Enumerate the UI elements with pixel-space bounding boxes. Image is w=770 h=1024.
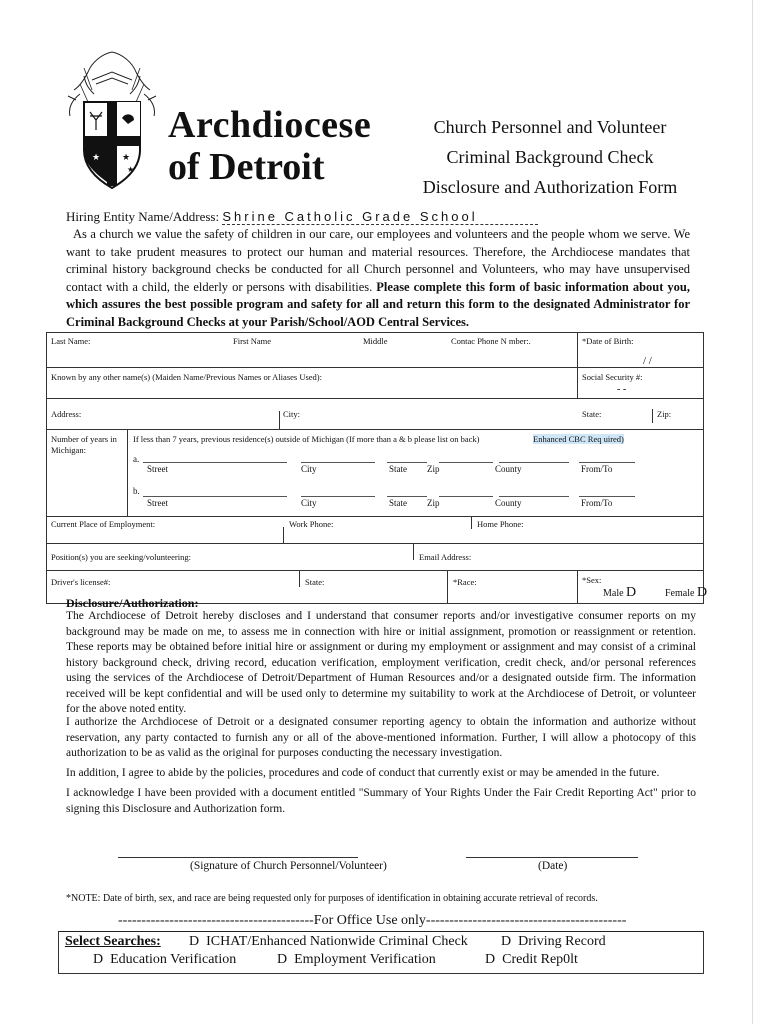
row-divider — [299, 571, 300, 587]
intro-instructions: Please complete this form of basic information about you, which assures the best possible program and safety for all and return this form to the designated Administrator for Criminal Background Checks at your Parish/School/AOD Central Services. — [66, 279, 691, 329]
employment-verification-option[interactable] — [277, 952, 436, 968]
email-field[interactable]: Email Address: — [419, 552, 472, 562]
row-divider — [471, 517, 472, 529]
address-row — [47, 399, 703, 430]
ichat-checkbox[interactable]: D — [189, 934, 200, 949]
residence-a-street-line[interactable] — [143, 462, 287, 463]
driving-record-checkbox[interactable]: D — [501, 934, 512, 949]
row-divider — [279, 411, 280, 429]
disclosure-heading: Disclosure/Authorization: — [66, 596, 199, 610]
state-label: State — [389, 498, 407, 508]
residence-b-state-line[interactable] — [387, 496, 427, 497]
row-divider — [127, 430, 128, 516]
residence-b-marker: b. — [133, 486, 140, 496]
contact-phone-field[interactable]: Contac Phone N mber:. — [451, 336, 531, 346]
race-field[interactable]: *Race: — [453, 577, 477, 587]
social-security-field[interactable]: Social Security #: — [582, 372, 643, 382]
city-field[interactable]: City: — [283, 409, 301, 419]
ichat-label: ICHAT/Enhanced Nationwide Criminal Check — [206, 934, 468, 949]
residence-a-city-line[interactable] — [301, 462, 375, 463]
address-field[interactable]: Address: — [51, 409, 82, 419]
intro-paragraph — [66, 226, 690, 331]
female-option[interactable] — [665, 585, 707, 601]
male-label: Male — [603, 588, 624, 599]
disclosure-paragraph-4: I acknowledge I have been provided with a document entitled "Summary of Your Rights Under the Fair Credit Reporting Act" prior to signing this Disclosure and Authorization form. — [66, 787, 696, 815]
zip-field[interactable]: Zip: — [657, 409, 672, 419]
org-name-line1: Archdiocese — [168, 104, 372, 146]
home-phone-field[interactable]: Home Phone: — [477, 519, 524, 529]
work-phone-field[interactable]: Work Phone: — [289, 519, 334, 529]
disclosure-paragraph-3: In addition, I agree to abide by the policies, procedures and code of conduct that currently exist or may be amended in the future. — [66, 767, 660, 779]
position-row — [47, 544, 703, 571]
org-name-line2: of Detroit — [168, 146, 325, 188]
county-label: County — [495, 464, 522, 474]
other-names-field[interactable]: Known by any other name(s) (Maiden Name/Previous Names or Aliases Used): — [51, 372, 322, 382]
row-divider — [283, 527, 284, 543]
residence-a-county-line[interactable] — [499, 462, 569, 463]
employment-row — [47, 517, 703, 544]
form-title-line3: Disclosure and Authorization Form — [422, 177, 678, 197]
education-checkbox[interactable]: D — [93, 952, 104, 967]
svg-text:★: ★ — [127, 165, 135, 174]
disclosure-paragraph-2: I authorize the Archdiocese of Detroit or a designated consumer reporting agency to obtain the information and authorize without reservation, any party contacted to furnish any or all of the above-mentioned information. Further, I will allow a photocopy of this authorization to be as valid as the original for purposes conducting the necessary investigation. — [66, 716, 696, 759]
current-employment-field[interactable]: Current Place of Employment: — [51, 519, 156, 529]
years-in-michigan-field[interactable]: Number of years in Michigan: — [51, 434, 117, 455]
last-name-field[interactable]: Last Name: — [51, 336, 91, 346]
archdiocese-coat-of-arms-logo — [62, 50, 162, 195]
residence-b-county-line[interactable] — [499, 496, 569, 497]
page-edge-line — [752, 0, 753, 1024]
zip-label: Zip — [427, 498, 440, 508]
disclosure-paragraph-1: The Archdiocese of Detroit hereby discloses and I understand that consumer reports and/or investigative consumer reports on my background may be made on me, to assess me in connection with hire or initial assignment, promotion or reassignment or retention. These reports may be obtained before initial hire or assignment or during my employment or assignment and may consist of a criminal history background check, driving record, education verification, employment verification, credit check, and/or personal references using the services of the Archdiocese of Detroit/Department of Human Resources and/or a designated outside firm. The information received will be kept confidential and will be used only to determine my suitability to work at the Archdiocese of Detroit, or volunteer for the above noted entity. — [66, 610, 696, 715]
hiring-entity-row — [66, 209, 538, 225]
fromto-label: From/To — [581, 464, 613, 474]
county-label: County — [495, 498, 522, 508]
form-title-line1: Church Personnel and Volunteer — [433, 117, 667, 137]
ichat-option[interactable] — [189, 934, 468, 950]
name-row — [47, 333, 703, 368]
date-label: (Date) — [538, 860, 568, 872]
row-divider — [413, 544, 414, 560]
sex-label: *Sex: — [582, 575, 602, 585]
employment-verification-label: Employment Verification — [294, 952, 436, 967]
residence-b-zip-line[interactable] — [439, 496, 493, 497]
svg-text:★: ★ — [92, 153, 101, 163]
note-text: *NOTE: Date of birth, sex, and race are being requested only for purposes of identification in obtaining accurate retrieval of records. — [66, 893, 598, 904]
alias-row — [47, 368, 703, 399]
state-label: State — [389, 464, 407, 474]
middle-name-field[interactable]: Middle — [363, 336, 388, 346]
street-label: Street — [147, 464, 168, 474]
female-checkbox[interactable]: D — [696, 585, 708, 600]
dob-slashes: / / — [643, 355, 652, 367]
form-title — [405, 112, 695, 202]
zip-label: Zip — [427, 464, 440, 474]
male-option[interactable] — [603, 585, 636, 601]
date-of-birth-field[interactable]: *Date of Birth: — [582, 336, 634, 346]
position-field[interactable]: Position(s) you are seeking/volunteering: — [51, 552, 191, 562]
male-checkbox[interactable]: D — [626, 585, 637, 600]
driving-record-label: Driving Record — [518, 934, 606, 949]
ssn-dashes: - - — [617, 384, 627, 395]
education-label: Education Verification — [110, 952, 237, 967]
signature-line[interactable] — [118, 857, 358, 858]
state-field[interactable]: State: — [582, 409, 602, 419]
residence-a-state-line[interactable] — [387, 462, 427, 463]
intro-text: As a church we value the safety of children in our care, our employees and volunteers and the people whom we serve. We want to take prudent measures to protect our human and material resources. Therefore, the Archdiocese mandates that criminal history background checks be conducted for all Church personnel and Volunteers, who may have unsupervised contact with a child, the elderly or persons with disabilities. — [66, 227, 690, 294]
residence-a-zip-line[interactable] — [439, 462, 493, 463]
credit-report-checkbox[interactable]: D — [485, 952, 496, 967]
previous-residence-label: If less than 7 years, previous residence(s) outside of Michigan (If more than a & b please list on back) — [133, 434, 480, 444]
personal-info-grid — [46, 332, 708, 604]
select-searches-label: Select Searches: — [65, 934, 161, 949]
signature-label: (Signature of Church Personnel/Volunteer) — [190, 860, 387, 872]
box-top-line — [59, 931, 703, 932]
first-name-field[interactable]: First Name — [233, 336, 272, 346]
city-label: City — [301, 498, 317, 508]
city-label: City — [301, 464, 317, 474]
row-divider — [577, 333, 578, 367]
credit-report-option[interactable] — [485, 952, 578, 968]
row-divider — [577, 571, 578, 603]
select-searches-box — [58, 931, 704, 974]
employment-verification-checkbox[interactable]: D — [277, 952, 288, 967]
residence-b-city-line[interactable] — [301, 496, 375, 497]
row-divider — [652, 409, 653, 423]
form-title-line2: Criminal Background Check — [446, 147, 654, 167]
education-option[interactable] — [93, 952, 236, 968]
residence-a-marker: a. — [133, 454, 140, 464]
license-state-field[interactable]: State: — [305, 577, 325, 587]
hiring-entity-field[interactable]: Shrine Catholic Grade School — [222, 209, 537, 225]
residence-a-fromto-line[interactable] — [579, 462, 635, 463]
row-divider — [447, 571, 448, 603]
street-label: Street — [147, 498, 168, 508]
residence-b-fromto-line[interactable] — [579, 496, 635, 497]
enhanced-cbc-note: Enhanced CBC Req uired) — [533, 434, 624, 444]
fromto-label: From/To — [581, 498, 613, 508]
residence-b-street-line[interactable] — [143, 496, 287, 497]
office-use-divider: ------------------------------------------For Office Use only------------------------------------------- — [118, 913, 627, 928]
driving-record-option[interactable] — [501, 934, 606, 950]
residence-row — [47, 430, 703, 517]
svg-text:★: ★ — [122, 153, 131, 163]
female-label: Female — [665, 588, 695, 599]
drivers-license-field[interactable]: Driver's license#: — [51, 577, 111, 587]
hiring-entity-label: Hiring Entity Name/Address: — [66, 209, 220, 224]
date-line[interactable] — [466, 857, 638, 858]
row-divider — [577, 368, 578, 398]
credit-report-label: Credit Rep0lt — [502, 952, 578, 967]
